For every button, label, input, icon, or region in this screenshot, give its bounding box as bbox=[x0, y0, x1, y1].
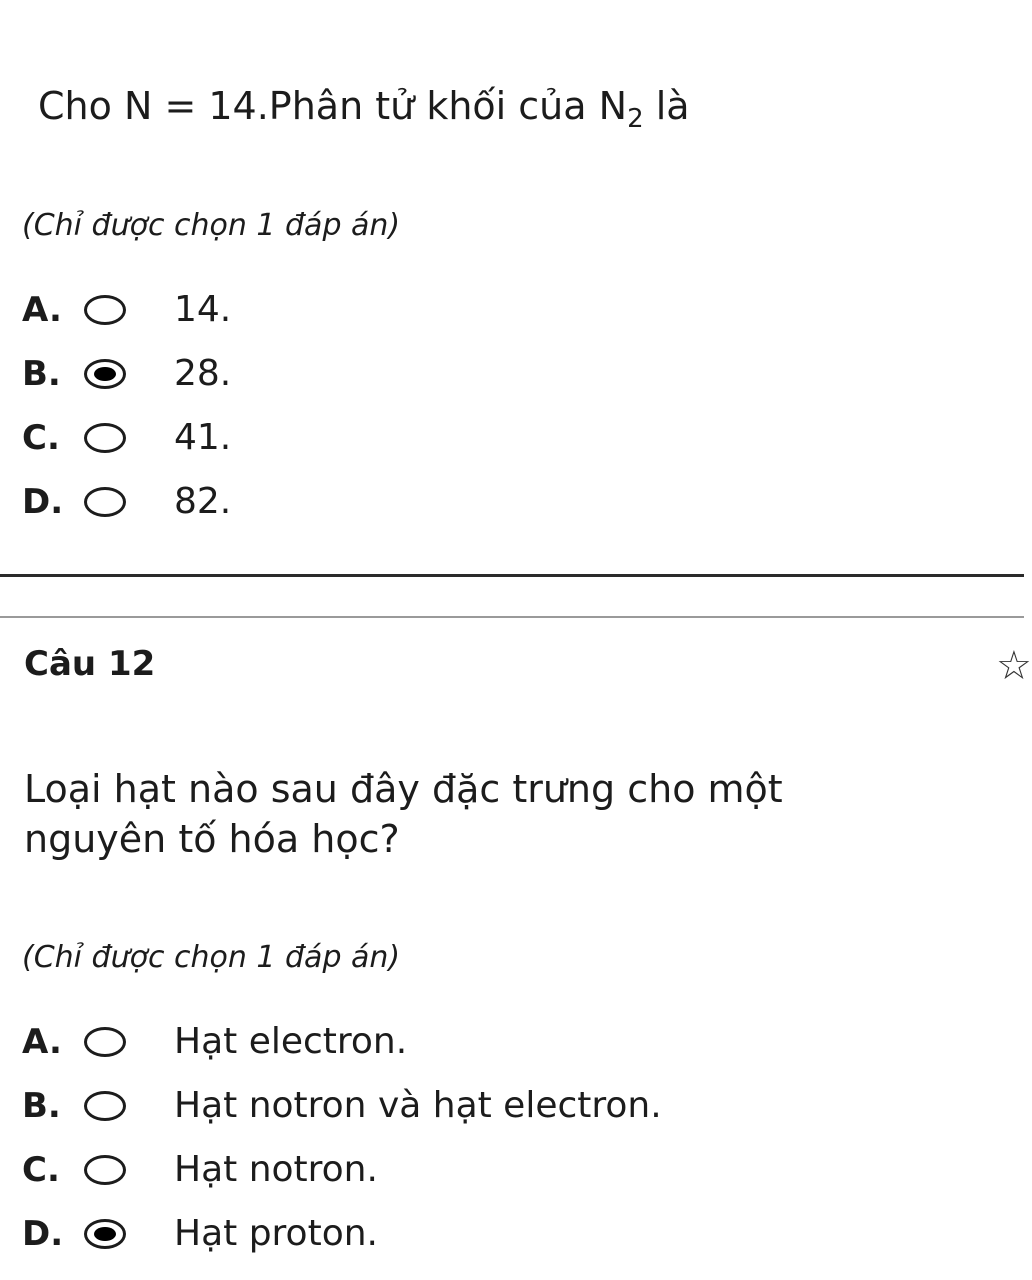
question-1-text bbox=[38, 82, 690, 143]
option-text: 14. bbox=[174, 289, 232, 330]
q1-option-a[interactable] bbox=[22, 288, 231, 332]
radio-button[interactable] bbox=[84, 1155, 126, 1185]
radio-button[interactable] bbox=[84, 1219, 126, 1249]
question-2-text: Loại hạt nào sau đây đặc trưng cho một nguyên tố hóa học? bbox=[24, 767, 783, 861]
option-text: Hạt notron. bbox=[174, 1149, 378, 1190]
question-2-hint: (Chỉ được chọn 1 đáp án) bbox=[22, 940, 401, 975]
option-letter: C. bbox=[22, 418, 60, 458]
option-text: 82. bbox=[174, 481, 232, 522]
option-text: Hạt proton. bbox=[174, 1213, 378, 1254]
option-letter: A. bbox=[22, 1022, 62, 1062]
star-outline-icon[interactable]: ☆ bbox=[996, 643, 1032, 689]
radio-button[interactable] bbox=[84, 1091, 126, 1121]
radio-button[interactable] bbox=[84, 295, 126, 325]
question-divider bbox=[0, 616, 1024, 618]
option-letter: A. bbox=[22, 290, 62, 330]
option-letter: B. bbox=[22, 1086, 61, 1126]
radio-button[interactable] bbox=[84, 1027, 126, 1057]
q2-option-c[interactable] bbox=[22, 1148, 378, 1192]
q1-option-b[interactable] bbox=[22, 352, 231, 396]
option-letter: D. bbox=[22, 482, 64, 522]
option-text: 28. bbox=[174, 353, 232, 394]
question-1-suffix: là bbox=[643, 84, 690, 128]
option-letter: B. bbox=[22, 354, 61, 394]
question-number: Câu 12 bbox=[24, 644, 156, 684]
q1-option-d[interactable] bbox=[22, 480, 231, 524]
option-text: Hạt electron. bbox=[174, 1021, 408, 1062]
option-letter: D. bbox=[22, 1214, 64, 1254]
section-divider bbox=[0, 574, 1024, 577]
radio-button[interactable] bbox=[84, 423, 126, 453]
q2-option-d[interactable] bbox=[22, 1212, 378, 1256]
radio-button[interactable] bbox=[84, 359, 126, 389]
question-1-subscript: 2 bbox=[627, 104, 644, 134]
option-letter: C. bbox=[22, 1150, 60, 1190]
question-1-hint: (Chỉ được chọn 1 đáp án) bbox=[22, 208, 401, 243]
q2-option-a[interactable] bbox=[22, 1020, 407, 1064]
q2-option-b[interactable] bbox=[22, 1084, 662, 1128]
q1-option-c[interactable] bbox=[22, 416, 231, 460]
option-text: 41. bbox=[174, 417, 232, 458]
option-text: Hạt notron và hạt electron. bbox=[174, 1085, 662, 1126]
question-1-prefix: Cho N = 14.Phân tử khối của N bbox=[38, 84, 628, 128]
radio-button[interactable] bbox=[84, 487, 126, 517]
